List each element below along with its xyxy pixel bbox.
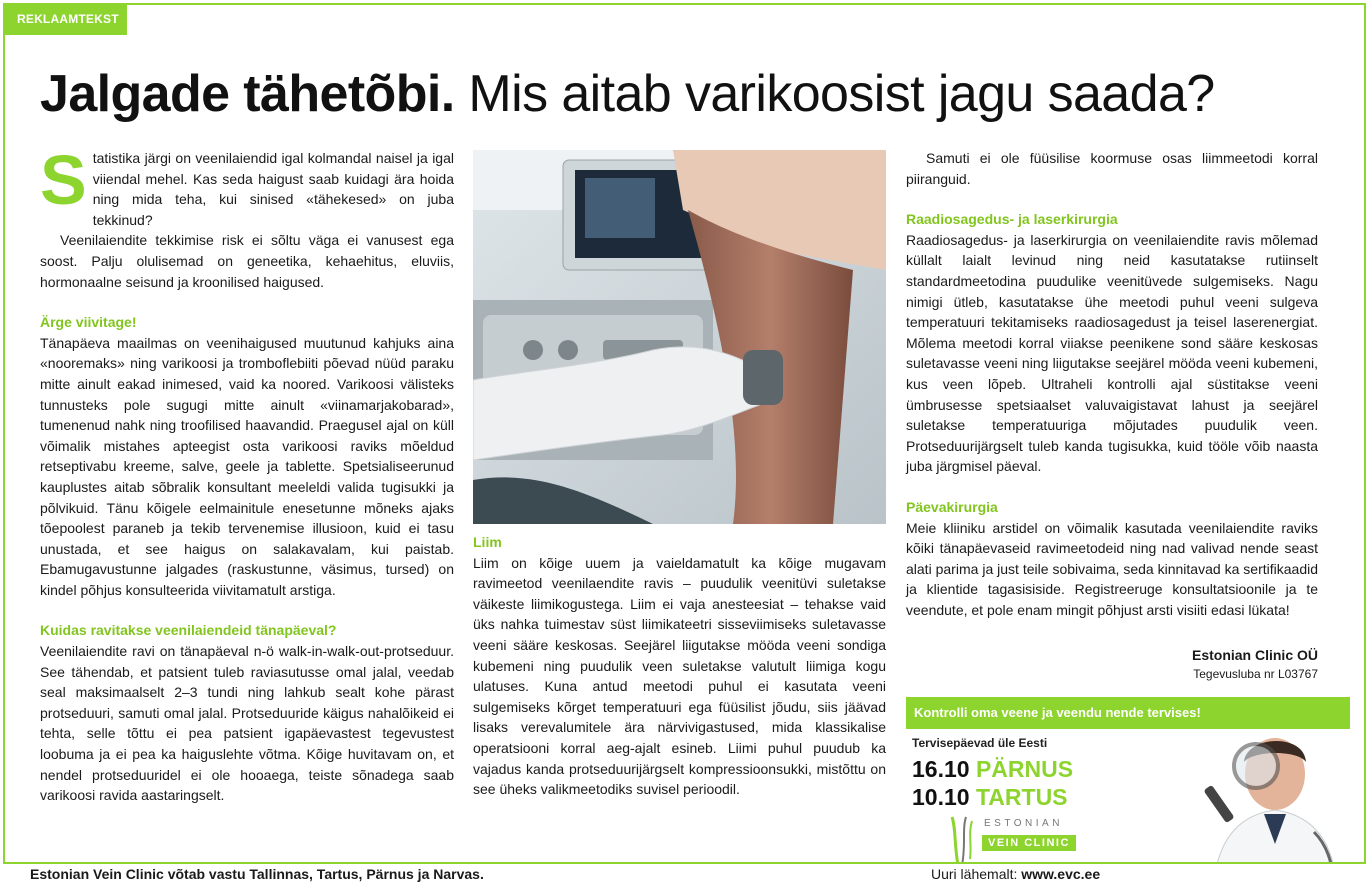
website-link[interactable]: www.evc.ee xyxy=(1021,866,1101,882)
advert-tag: REKLAAMTEKST xyxy=(3,3,127,35)
footer-right xyxy=(931,865,1100,883)
paragraph: Raadiosagedus- ja laserkirurgia on veenilaiendite ravis mõlemad küllalt laialt levinud ning neid kasutatakse rutiinselt standardmeetodina puudulike veenitüvede sulgemiseks. Nagu nimigi ütleb, kasutatakse ühe meetodi puhul veeni sulgeva temperatuuri tekitamiseks raadiosagedust ja teisel laserenergiat. Mõlema meetodi korral viiakse peenikene sond sääre keskosas suletavasse veeni ning liigutakse seejärel mööda veeni kubemeni, kus veen lõpeb. Ultraheli kontrolli ajal süstitakse veeni ümbrusesse spetsiaalset valuvaigistavat lahust ja seejärel suletakse temperatuuriga mõjutades puudulik veen. Protseduurijärgselt tuleb kanda tugisukka, kuid tööle võib naasta juba järgmisel päeval. xyxy=(906,231,1318,475)
event-city: TARTUS xyxy=(975,784,1068,810)
subheading-glue: Liim xyxy=(473,534,502,550)
event-date: 10.10 xyxy=(912,784,970,810)
column-3 xyxy=(906,148,1318,620)
doctor-magnifier-illustration xyxy=(1194,714,1356,882)
vein-clinic-logo-icon xyxy=(946,815,980,867)
subheading-treatment: Kuidas ravitakse veenilaiendeid tänapäeval? xyxy=(40,622,337,639)
headline-bold: Jalgade tähetõbi. xyxy=(40,65,455,123)
paragraph: Veenilaiendite tekkimise risk ei sõltu väga ei vanusest ega soost. Palju olulisemad on geneetika, kehaehitus, eluviis, hormonaalne seisund ja kroonilised haigused. xyxy=(40,232,454,290)
logo-bottom-text: VEIN CLINIC xyxy=(982,835,1076,851)
subheading-dont-delay: Ärge viivitage! xyxy=(40,314,137,331)
promo-banner: Kontrolli oma veene ja veendu nende tervises! xyxy=(906,697,1350,729)
subheading-radiofrequency: Raadiosagedus- ja laserkirurgia xyxy=(906,211,1118,228)
intro-text: tatistika järgi on veenilaiendid igal kolmandal naisel ja igal viiendal mehel. Kas seda haigust saab kuidagi ära hoida ning mida teha, kui sinised «tähekesed» on juba tekkinud? xyxy=(92,150,454,228)
signature xyxy=(906,645,1318,683)
license-number: Tegevusluba nr L03767 xyxy=(1193,667,1318,681)
paragraph: Samuti ei ole füüsilise koormuse osas liimmeetodi korral piiranguid. xyxy=(906,150,1318,187)
paragraph: Liim on kõige uuem ja vaieldamatult ka kõige mugavam ravimeetod veenilaendite ravis – puudulik veenitüvi suletakse väikeste liimikogustega. Liim ei vaja anesteesiat – tehakse vaid üks nahka tuimestav süst liimikateetri sisseviimiseks suletavasse veeni sääre keskosas. Seejärel liigutakse mööda veeni sondiga kubemeni ning puudulik veen suletakse valutult liimiga kogu ulatuses. Kuna antud meetodi puhul ei kasutata veeni sulgemiseks kõrget temperatuuri ega füüsilist jõudu, siis jäävad lisaks verevalumitele ära närvivigastused, mida klassikalise operatsiooni korral aeg-ajalt esineb. Liimi puhul puudub ka vajadus kanda protseduurijärgselt kompressioonsukki, mistõttu on see üheks valikmeetodiks suvisel perioodil. xyxy=(473,554,886,798)
event-date: 16.10 xyxy=(912,756,970,782)
column-2 xyxy=(473,532,886,800)
dropcap: S xyxy=(40,141,87,219)
column-1 xyxy=(40,141,454,806)
logo-top-text: ESTONIAN xyxy=(984,818,1063,829)
headline-rest: Mis aitab varikoosist jagu saada? xyxy=(468,65,1215,123)
paragraph: Veenilaiendite ravi on tänapäeval n-ö walk-in-walk-out-protseduur. See tähendab, et patsient tuleb raviasutusse omal jalal, veedab seal maksimaalselt 2–3 tundi ning lahkub sealt kohe pärast protseduuri, samuti omal jalal. Protseduuride käigus nahalõikeid ei tehta, selle tõttu ei pea patsient igapäevastest tegevustest loobuma ja ei pea ka haiguslehte võtma. Kõige huvitavam on, et nendel protseduuridel ei ole hooaega, teiste sõnadega saab varikoosi ravida aastaringselt. xyxy=(40,643,454,804)
promo-title: Tervisepäevad üle Eesti xyxy=(912,736,1048,750)
footer-bar xyxy=(3,862,1366,882)
company-name: Estonian Clinic OÜ xyxy=(1191,647,1318,663)
event-city: PÄRNUS xyxy=(975,756,1074,782)
vein-clinic-logo xyxy=(946,815,1086,867)
footer-label: Uuri lähemalt: xyxy=(931,866,1018,882)
headline xyxy=(40,62,1340,126)
event-row xyxy=(912,756,1073,783)
leg-ultrasound-photo xyxy=(473,150,886,524)
paragraph: Tänapäeva maailmas on veenihaigused muutunud kahjuks aina «nooremaks» ning varikoosi ja tromboflebiiti põevad nüüd paraku mitte ainult eakad inimesed, vaid ka noored. Varikoosi välisteks tunnusteks pole sugugi mitte ainult «viinamarjakobarad», tumenenud nahk ning troofilised haavandid. Praegusel ajal on küll võimalik mistahes apteegist osta varikoosi raviks mõeldud retseptivabu kreeme, salve, geele ja tablette. Spetsialiseerunud kauplustes aitab sõbralik konsultant meeleldi valida tugisukki ja põlvikuid. Tänu kõigele eelmainitule enesetunne mõneks ajaks tõepoolest paraneb ja tekib tervenemise illusioon, kuid ei tasu unustada, et see haigus on salakavalam, kui paistab. Ebamugavustunne jalgades (raskustunne, väsimus, tursed) on kindel põhjus konsulteerida viivitamatult arstiga. xyxy=(40,334,454,598)
paragraph: Meie kliiniku arstidel on võimalik kasutada veenilaiendite raviks kõiki tänapäevaseid ravimeetodeid ning nad valivad nende seast alati parima ja just teile sobivaima, seda kinnitavad ka sertifikaadid ja klientide tagasisiside. Registreeruge konsultatsioonile ja te veendute, et pole enam mingit põhjust arsti visiiti edasi lükata! xyxy=(906,519,1318,618)
event-row xyxy=(912,784,1068,811)
subheading-day-surgery: Päevakirurgia xyxy=(906,498,998,515)
footer-left: Estonian Vein Clinic võtab vastu Tallinnas, Tartus, Pärnus ja Narvas. xyxy=(30,866,484,882)
